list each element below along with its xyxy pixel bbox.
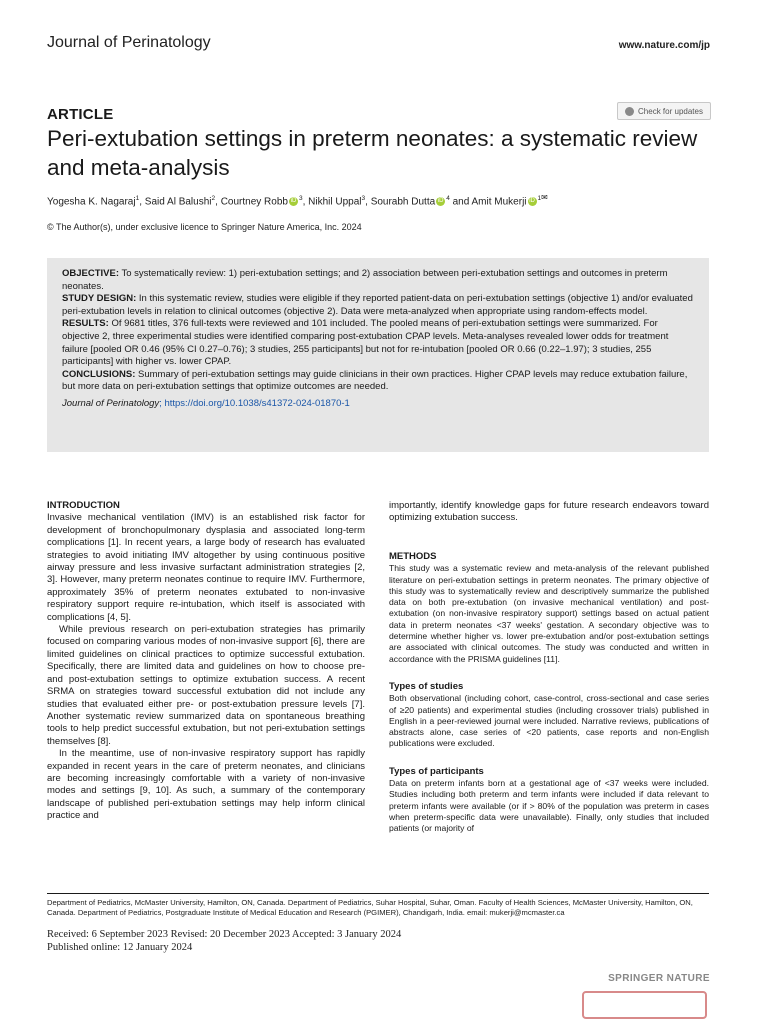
doi-link[interactable]: ; https://doi.org/10.1038/s41372-024-01870-1 <box>159 397 350 409</box>
author-name[interactable]: Nikhil Uppal <box>308 196 362 208</box>
author-affiliation-number: 3 <box>361 195 366 202</box>
author-separator: , <box>365 196 371 208</box>
received-revised-accepted: Received: 6 September 2023 Revised: 20 December 2023 Accepted: 3 January 2024 <box>47 929 402 940</box>
check-for-updates-button[interactable] <box>617 102 711 120</box>
author-affiliation-number: 1 <box>135 195 140 202</box>
annotation-box <box>582 991 707 1019</box>
types-of-studies-paragraph: Both observational (including cohort, case-control, cross-sectional and case series of ≥20 patients) and experimental studies (including crossover trials) published in English in a peer-reviewed journal were included. Narrative reviews, publications of abstracts alone, case series of <20 patients, case reports and non-English publications were excluded. <box>389 693 709 749</box>
orcid-icon[interactable]: iD <box>437 198 444 205</box>
orcid-icon[interactable]: iD <box>290 198 297 205</box>
refresh-icon <box>625 107 634 116</box>
author-separator: , <box>139 196 145 208</box>
types-of-participants-heading: Types of participants <box>389 765 484 777</box>
author-name[interactable]: Courtney Robb <box>220 196 288 208</box>
email-icon[interactable]: ✉ <box>541 193 548 202</box>
article-type-label: ARTICLE <box>47 106 114 123</box>
journal-name: Journal of Perinatology <box>47 34 211 51</box>
author-name[interactable]: Amit Mukerji <box>471 196 527 208</box>
author-affiliation-number: 3 <box>298 195 303 202</box>
methods-heading: METHODS <box>389 550 437 562</box>
types-of-participants-paragraph: Data on preterm infants born at a gestational age of <37 weeks were included. Studies including both preterm and term infants were included if data relevant to preterm infants were available (or if > 80% of the population was preterm in cases when preterm-specific data were unavailable). Finally, only studies that included patients (or majority of <box>389 778 709 834</box>
types-of-studies-heading: Types of studies <box>389 680 464 692</box>
abstract-conclusions: CONCLUSIONS: Summary of peri-extubation settings may guide clinicians in their own practices. Higher CPAP levels may reduce extubation failure, but more data on peri-extubation settings that optimize outcomes are needed. <box>62 368 688 393</box>
intro-paragraph-continued: importantly, identify knowledge gaps for future research endeavors toward optimizing extubation success. <box>389 500 709 524</box>
author-affiliation-number: 2 <box>211 195 216 202</box>
author-affiliation-number: 1 <box>537 195 542 202</box>
journal-url-link[interactable]: www.nature.com/jp <box>618 40 710 51</box>
introduction-heading: INTRODUCTION <box>47 500 120 511</box>
copyright-notice: © The Author(s), under exclusive licence to Springer Nature America, Inc. 2024 <box>47 222 362 232</box>
publisher-logo: SPRINGER NATURE <box>608 973 710 984</box>
author-affiliation-number: 4 <box>446 195 450 202</box>
abstract-objective: OBJECTIVE: To systematically review: 1) peri-extubation settings; and 2) association between peri-extubation settings and outcomes in preterm neonates. <box>62 268 668 292</box>
abstract-results: RESULTS: Of 9681 titles, 376 full-texts were reviewed and 101 included. The pooled means of peri-extubation settings were summarized. For objective 2, three experimental studies were identified comparing post-extubation CPAP levels. Meta-analyses revealed lower odds for treatment failure [pooled OR 0.46 (95% CI 0.27–0.76); 3 studies, 255 participants] but not for re-intubation [pooled OR 0.66 (0.22–1.97); 3 studies, 255 participants] with higher vs. lower CPAP. <box>62 318 669 368</box>
author-list <box>47 193 727 207</box>
abstract-box <box>47 258 709 452</box>
intro-paragraph-1: Invasive mechanical ventilation (IMV) is an established risk factor for development of bronchopulmonary dysplasia and associated long-term complications [1]. In recent years, a large body of research has evaluated strategies to avoid initiating IMV altogether by using continuous positive airway pressure and less invasive surfactant administration strategies [2, 3]. However, many preterm neonates continue to require IMV. Furthermore, approximately 35% of preterm neonates extubated to non-invasive respiratory support require re-intubation, which itself is associated with complications [4, 5]. <box>47 512 365 623</box>
check-updates-label: Check for updates <box>638 106 703 116</box>
author-separator: , <box>302 196 309 208</box>
affiliations-footnote: Department of Pediatrics, McMaster University, Hamilton, ON, Canada. Department of Pediatrics, Suhar Hospital, Suhar, Oman. Faculty of Health Sciences, McMaster University, Hamilton, ON, Canada. Department of Pediatrics, Postgraduate Institute of Medical Education and Research (PGIMER), Chandigarh, India. email: mukerji@mcmaster.ca <box>47 898 693 917</box>
author-name[interactable]: Sourabh Dutta <box>370 196 436 208</box>
orcid-icon[interactable]: iD <box>529 198 535 205</box>
abstract-study-design: STUDY DESIGN: In this systematic review, studies were eligible if they reported patient-data on peri-extubation settings (objective 1) and/or evaluated peri-extubation levels in relation to clinical outcomes (objective 2). Data were meta-analyzed when appropriate using random-effects model. <box>62 293 693 317</box>
published-online: Published online: 12 January 2024 <box>47 942 193 953</box>
author-name[interactable]: Said Al Balushi <box>144 196 212 208</box>
citation-line: Journal of Perinatology; https://doi.org/10.1038/s41372-024-01870-1 <box>62 397 350 409</box>
footnote-divider <box>47 893 709 894</box>
author-separator: , <box>215 196 221 208</box>
article-dates <box>47 928 401 954</box>
author-name[interactable]: Yogesha K. Nagaraj <box>47 196 136 208</box>
article-title: Peri-extubation settings in preterm neonates: a systematic review and meta-analysis <box>47 126 698 180</box>
intro-paragraph-2: While previous research on peri-extubation strategies has primarily focused on comparing various modes of non-invasive support [6], there are limited guidelines on clinical practices to optimize successful extubation. Specifically, there are limited data and guidelines on how to choose pre- and post-extubation settings to optimize extubation success. A recent SRMA on strategies toward successful extubation did not include any studies that evaluated either pre- or post-extubation pressure levels [7]. Another systematic review summarized data on spontaneous breathing tools to help predict successful extubation, but not peri-extubation settings themselves [8]. <box>47 624 365 747</box>
right-column <box>389 500 709 835</box>
intro-paragraph-3: In the meantime, use of non-invasive respiratory support has rapidly expanded in recent years in the care of preterm neonates, and clinicians are becoming increasingly comfortable with a variety of non-invasive modes and settings [9, 10]. As such, a summary of the contemporary landscape of published peri-extubation settings may help inform clinical practice and <box>47 748 365 822</box>
author-separator: and <box>449 196 472 208</box>
left-column <box>47 500 365 823</box>
methods-paragraph: This study was a systematic review and meta-analysis of the relevant published literature on peri-extubation settings in preterm neonates. The primary objective of this study was to systematically review and descriptively summarize the published data on both pre-extubation (on invasive mechanical ventilation) and post-extubation (on non-invasive respiratory support) settings based on actual patient data in preterm neonates <37 weeks' gestation. A secondary objective was to determine whether higher vs. lower pre-extubation and/or post-extubation settings are associated with clinical outcomes. The study was conducted and written in accordance with the PRISMA guidelines [11]. <box>389 563 709 664</box>
